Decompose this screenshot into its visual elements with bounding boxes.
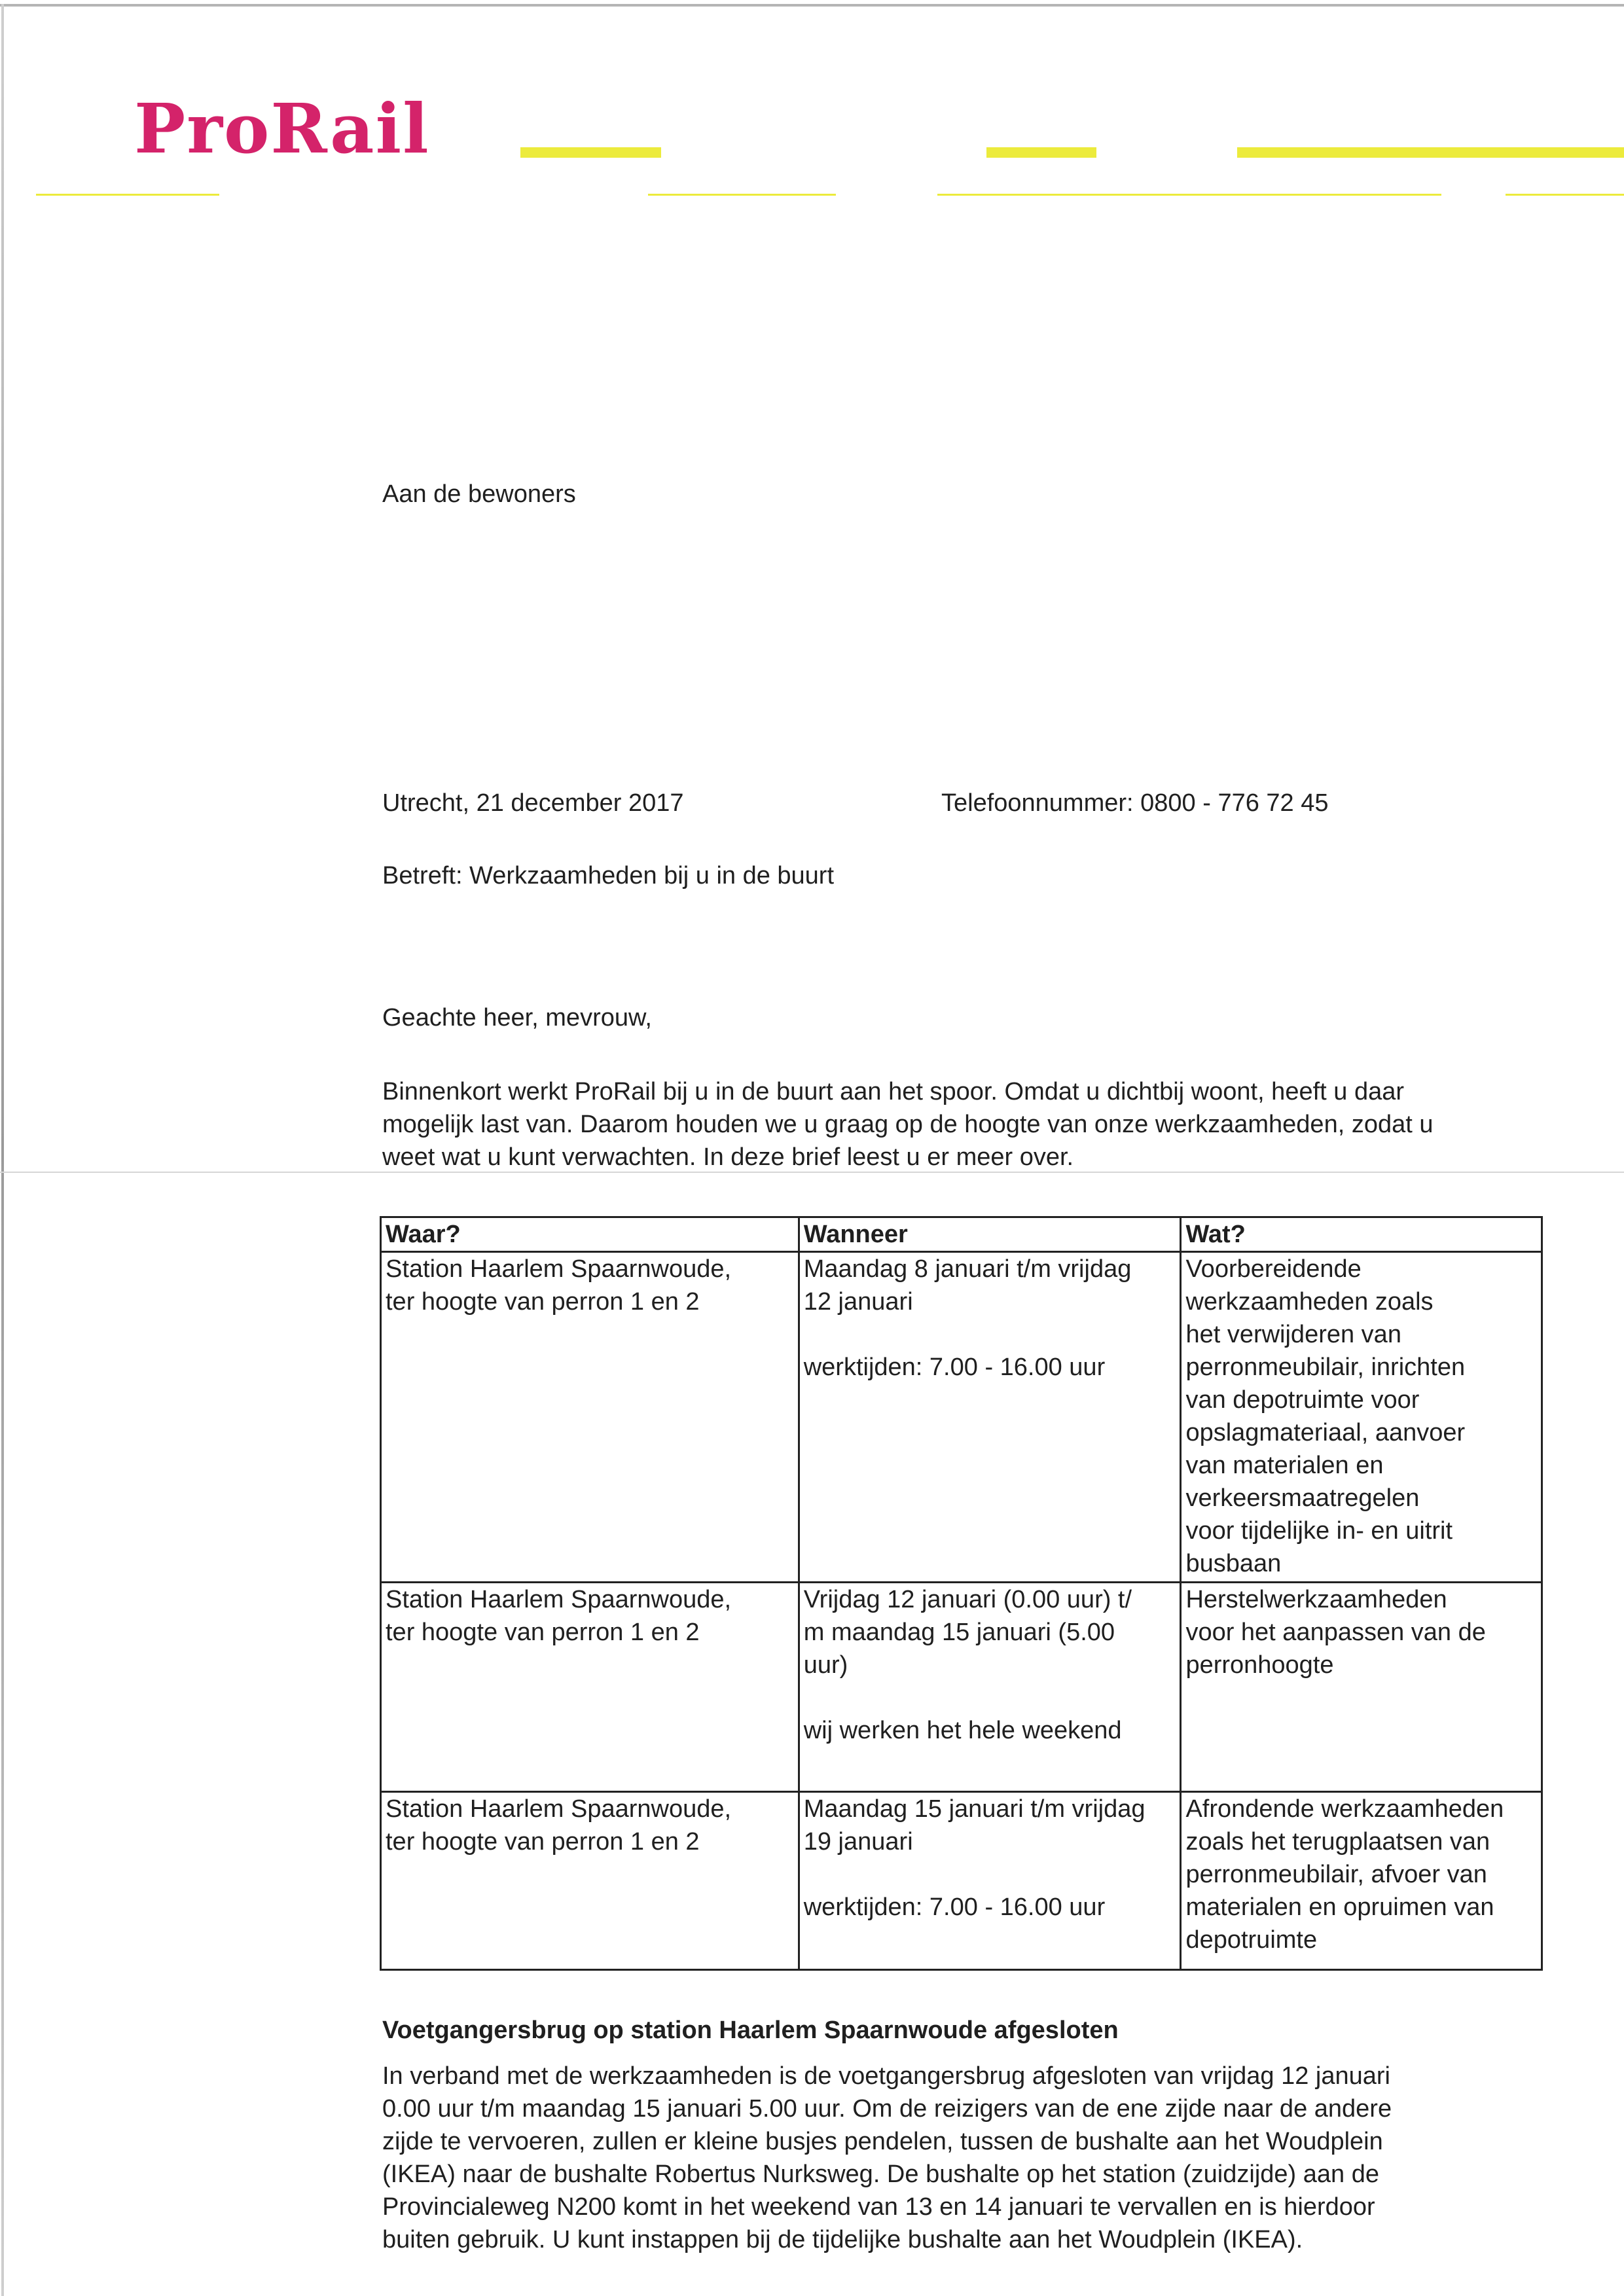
what-line: Voorbereidende [1185,1255,1362,1283]
weekend-note: wij werken het hele weekend [803,1717,1122,1744]
cell-what [1181,1792,1542,1970]
cell-when [799,1583,1181,1792]
intro-line: weet wat u kunt verwachten. In deze brief leest u er meer over. [382,1143,1074,1171]
what-line: voor tijdelijke in- en uitrit [1185,1517,1453,1545]
section-line: Provincialeweg N200 komt in het weekend van 13 en 14 januari te vervallen en is hierdoor [382,2193,1375,2221]
when-line: 19 januari [803,1828,913,1856]
subject-line: Betreft: Werkzaamheden bij u in de buurt [382,862,835,889]
letterhead-rule-4 [1506,194,1624,196]
prorail-logo: ProRail [134,88,430,169]
salutation: Geachte heer, mevrouw, [382,1004,652,1031]
table-row [381,1583,1542,1792]
letterhead-rule-3 [937,194,1441,196]
section-line: In verband met de werkzaamheden is de voetgangersbrug afgesloten van vrijdag 12 januari [382,2062,1390,2090]
table-header-row [381,1217,1542,1252]
table-row [381,1792,1542,1970]
section-line: (IKEA) naar de bushalte Robertus Nurksweg. De bushalte op het station (zuidzijde) aan de [382,2161,1379,2188]
cell-where [381,1583,799,1792]
what-line: van depotruimte voor [1185,1386,1420,1414]
table-row [381,1252,1542,1583]
letterhead-rule-1 [36,194,219,196]
cell-where [381,1792,799,1970]
scan-fold-line [0,1172,1624,1173]
cell-spacer [804,1681,1176,1714]
when-line: Vrijdag 12 januari (0.00 uur) t/ [803,1586,1132,1613]
what-line: perronhoogte [1185,1651,1334,1679]
cell-spacer [804,1318,1176,1351]
section-paragraph [382,2060,1593,2256]
where-line: ter hoogte van perron 1 en 2 [386,1288,700,1316]
intro-line: mogelijk last van. Daarom houden we u graag op de hoogte van onze werkzaamheden, zodat u [382,1111,1434,1138]
what-line: werkzaamheden zoals [1185,1288,1434,1316]
what-line: Afrondende werkzaamheden [1185,1795,1504,1823]
section-heading: Voetgangersbrug op station Haarlem Spaarnwoude afgesloten [382,2017,1119,2044]
intro-line: Binnenkort werkt ProRail bij u in de buurt aan het spoor. Omdat u dichtbij woont, heeft u daar [382,1078,1405,1105]
when-line: Maandag 8 januari t/m vrijdag [803,1255,1132,1283]
cell-spacer [804,1858,1176,1891]
what-line: het verwijderen van [1185,1321,1401,1348]
what-line: voor het aanpassen van de [1185,1619,1486,1646]
recipient-line: Aan de bewoners [382,480,576,508]
place-date: Utrecht, 21 december 2017 [382,789,684,817]
what-line: materialen en opruimen van [1185,1893,1494,1921]
when-line: 12 januari [803,1288,913,1316]
section-line: zijde te vervoeren, zullen er kleine busjes pendelen, tussen de bushalte aan het Woudplein [382,2128,1383,2155]
what-line: depotruimte [1185,1926,1318,1954]
section-line: 0.00 uur t/m maandag 15 januari 5.00 uur. Om de reizigers van de ene zijde naar de andere [382,2095,1392,2123]
letterhead-bar-2 [986,147,1096,158]
when-line: uur) [803,1651,848,1679]
where-line: Station Haarlem Spaarnwoude, [386,1795,732,1823]
header-where: Waar? [381,1217,799,1252]
phone-number: Telefoonnummer: 0800 - 776 72 45 [941,789,1329,817]
what-line: opslagmateriaal, aanvoer [1185,1419,1466,1446]
scan-edge-left [1,4,4,2296]
cell-when [799,1252,1181,1583]
cell-when [799,1792,1181,1970]
what-line: zoals het terugplaatsen van [1185,1828,1490,1856]
where-line: Station Haarlem Spaarnwoude, [386,1586,732,1613]
letterhead-rule-2 [648,194,836,196]
header-what: Wat? [1181,1217,1542,1252]
where-line: ter hoogte van perron 1 en 2 [386,1828,700,1856]
scan-edge-top [0,4,1624,7]
cell-where [381,1252,799,1583]
when-line: m maandag 15 januari (5.00 [803,1619,1115,1646]
letterhead-bar-3 [1237,147,1624,158]
what-line: perronmeubilair, afvoer van [1185,1861,1487,1888]
intro-paragraph [382,1075,1593,1174]
header-when: Wanneer [799,1217,1181,1252]
cell-what [1181,1252,1542,1583]
works-schedule-table [380,1216,1543,1971]
cell-what [1181,1583,1542,1792]
letterhead-bar-1 [520,147,661,158]
what-line: van materialen en [1185,1452,1384,1479]
what-line: verkeersmaatregelen [1185,1484,1420,1512]
what-line: busbaan [1185,1550,1282,1577]
where-line: ter hoogte van perron 1 en 2 [386,1619,700,1646]
where-line: Station Haarlem Spaarnwoude, [386,1255,732,1283]
what-line: perronmeubilair, inrichten [1185,1354,1466,1381]
when-line: Maandag 15 januari t/m vrijdag [803,1795,1146,1823]
working-hours: werktijden: 7.00 - 16.00 uur [803,1893,1106,1921]
what-line: Herstelwerkzaamheden [1185,1586,1447,1613]
working-hours: werktijden: 7.00 - 16.00 uur [803,1354,1106,1381]
section-line: buiten gebruik. U kunt instappen bij de tijdelijke bushalte aan het Woudplein (IKEA). [382,2226,1303,2253]
